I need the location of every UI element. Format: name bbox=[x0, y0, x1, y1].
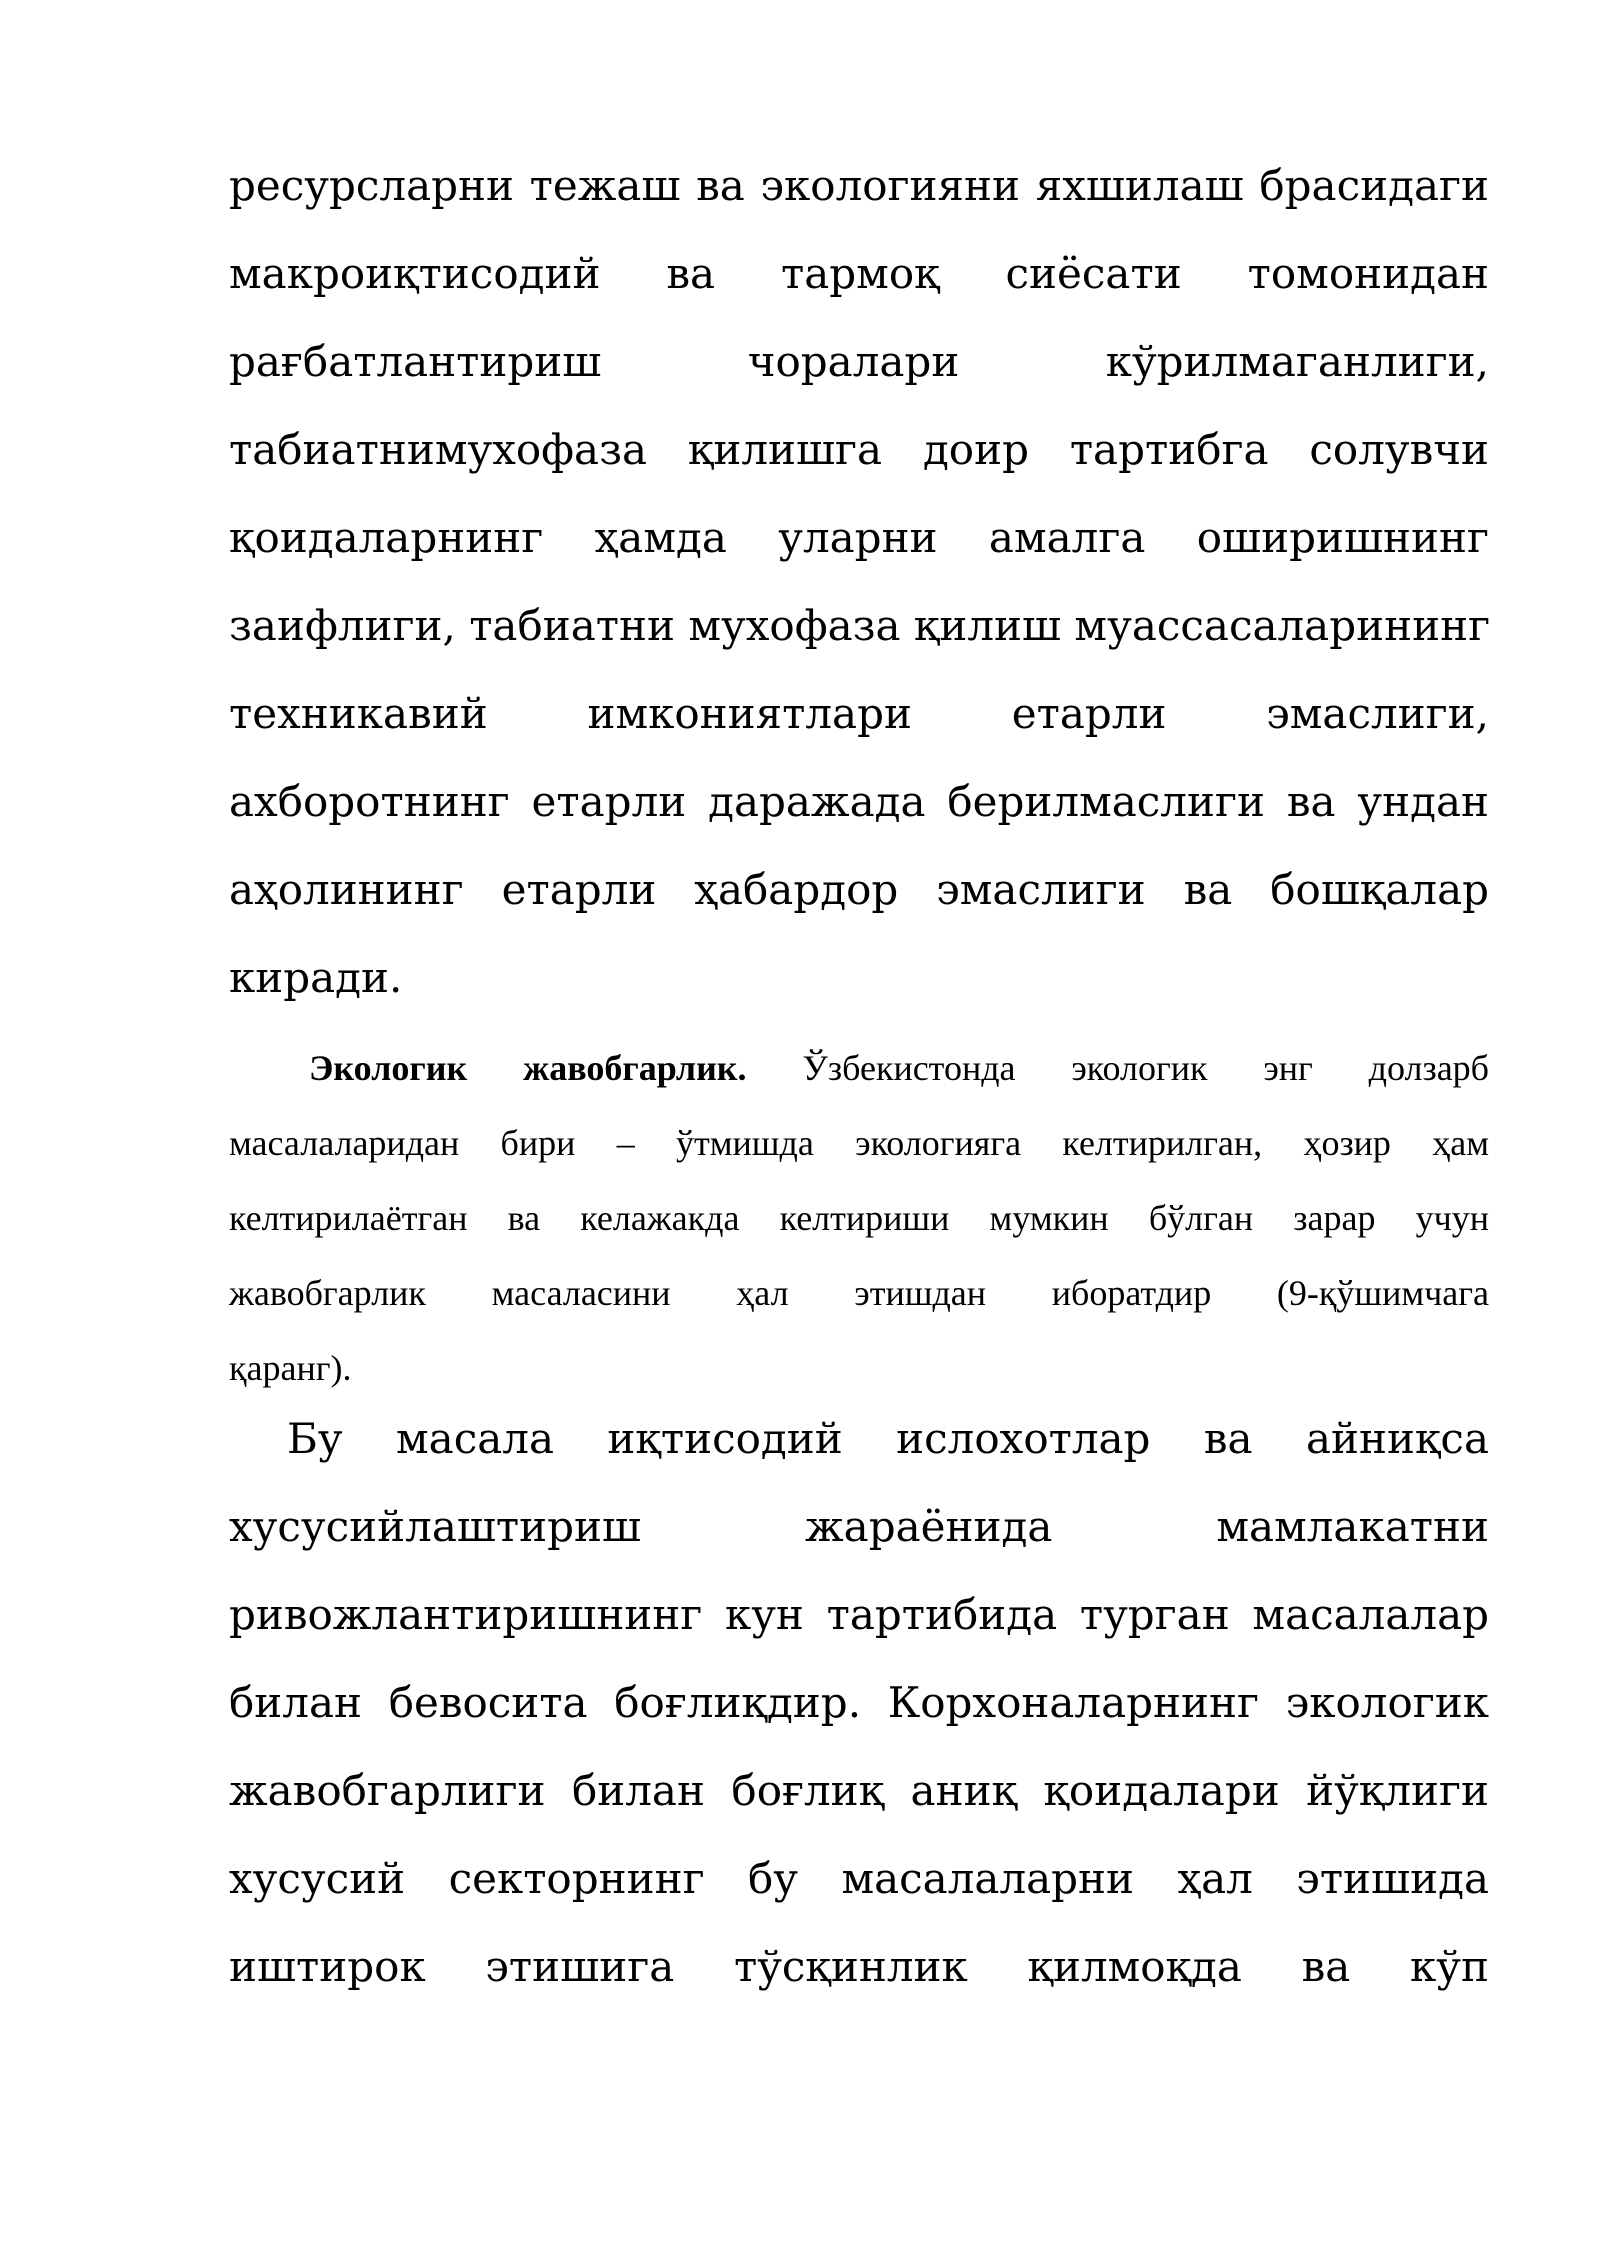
paragraph-line: рағбатлантириш чоралари кўрилмаганлиги, bbox=[229, 337, 1489, 386]
paragraph-line: ахборотнинг етарли даражада берилмаслиги ва ундан bbox=[229, 777, 1489, 826]
paragraph-first-line bbox=[229, 1031, 1489, 1106]
paragraph-line: аҳолининг етарли ҳабардор эмаслиги ва бошқалар bbox=[229, 865, 1489, 914]
paragraph-line: жавобгарлик масаласини ҳал этишдан иборатдир (9-қўшимчага bbox=[229, 1273, 1489, 1313]
paragraph-line: техникавий имкониятлари етарли эмаслиги, bbox=[229, 689, 1489, 738]
paragraph-line: қоидаларнинг ҳамда уларни амалга оширишнинг bbox=[229, 513, 1489, 562]
paragraph-1 bbox=[229, 142, 1489, 1022]
paragraph-line: хусусийлаштириш жараёнида мамлакатни bbox=[229, 1502, 1489, 1551]
paragraph-line: ривожлантиришнинг кун тартибида турган масалалар bbox=[229, 1590, 1489, 1639]
paragraph-3 bbox=[229, 1395, 1489, 2011]
paragraph-line: киради. bbox=[229, 953, 403, 1002]
paragraph-line: жавобгарлиги билан боғлиқ аниқ қоидалари йўқлиги bbox=[229, 1766, 1489, 1815]
paragraph-line: Бу масала иқтисодий ислохотлар ва айниқса bbox=[287, 1414, 1489, 1463]
paragraph-line: заифлиги, табиатни мухофаза қилиш муассасаларининг bbox=[229, 601, 1491, 650]
paragraph-2 bbox=[229, 1031, 1489, 1406]
paragraph-line: масалаларидан бири – ўтмишда экологияга келтирилган, ҳозир ҳам bbox=[229, 1123, 1489, 1163]
paragraph-line: хусусий секторнинг бу масалаларни ҳал этишида bbox=[229, 1854, 1489, 1903]
section-heading: Экологик жавобгарлик. bbox=[309, 1048, 747, 1088]
paragraph-line: иштирок этишига тўсқинлик қилмоқда ва кўп bbox=[229, 1942, 1489, 1991]
paragraph-line: табиатнимухофаза қилишга доир тартибга солувчи bbox=[229, 425, 1489, 474]
paragraph-text: Ўзбекистонда экологик энг долзарб bbox=[746, 1048, 1489, 1088]
paragraph-line: ресурсларни тежаш ва экологияни яхшилаш брасидаги bbox=[229, 161, 1489, 210]
paragraph-line: билан бевосита боғлиқдир. Корхоналарнинг экологик bbox=[229, 1678, 1489, 1727]
paragraph-line: макроиқтисодий ва тармоқ сиёсати томонидан bbox=[229, 249, 1489, 298]
paragraph-line: келтирилаётган ва келажакда келтириши мумкин бўлган зарар учун bbox=[229, 1198, 1489, 1238]
paragraph-line: қаранг). bbox=[229, 1348, 352, 1388]
